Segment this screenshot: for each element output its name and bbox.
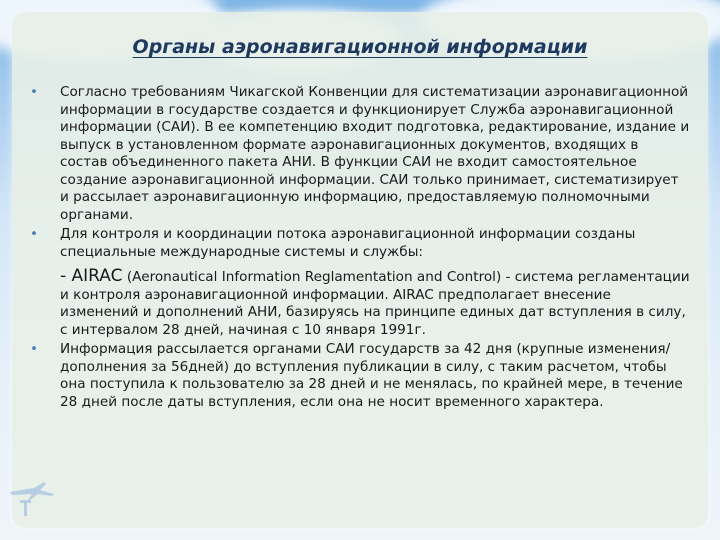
bullet-text: Для контроля и координации потока аэронавигационной информации созданы специальные международные системы и службы: [60, 226, 636, 260]
slide-body [30, 84, 690, 411]
bullet-item [30, 341, 690, 411]
bullet-text: Информация рассылается органами САИ государств за 42 дня (крупные изменения/дополнения за 56дней) до вступления публикации в силу, с таким расчетом, чтобы она поступила к пользователю за 28 дней и не менялась, по крайней мере, в течение 28 дней после даты вступления, если она не носит временного характера. [60, 341, 683, 410]
airac-lead: - AIRAC [60, 266, 123, 286]
airac-text: (Aeronautical Information Reglamentation and Control) - система регламентации и контроля аэронавигационной информации. AIRAC предполагает внесение изменений и дополнений АНИ, базируясь на принципе единых дат вступления в силу, с интервалом 28 дней, начиная с 10 января 1991г. [60, 269, 690, 338]
bullet-item [30, 226, 690, 261]
bullet-item [30, 84, 690, 224]
bullet-marker: • [30, 226, 39, 242]
bullet-text: Согласно требованиям Чикагской Конвенции для систематизации аэронавигационной информации в государстве создается и функционирует Служба аэронавигационной информации (САИ). В ее компетенцию входит подготовка, редактирование, издание и выпуск в установленном формате аэронавигационных документов, входящих в состав объединенного пакета АНИ. В функции САИ не входит самостоятельное создание аэронавигационной информации. САИ только принимает, систематизирует и рассылает аэронавигационную информацию, предоставляемую полномочными органами. [60, 84, 690, 223]
bullet-marker: • [30, 341, 39, 357]
bullet-marker: • [30, 84, 39, 100]
airport-tower-icon [4, 478, 60, 518]
slide-title: Органы аэронавигационной информации [132, 36, 588, 58]
airac-paragraph [30, 268, 690, 339]
